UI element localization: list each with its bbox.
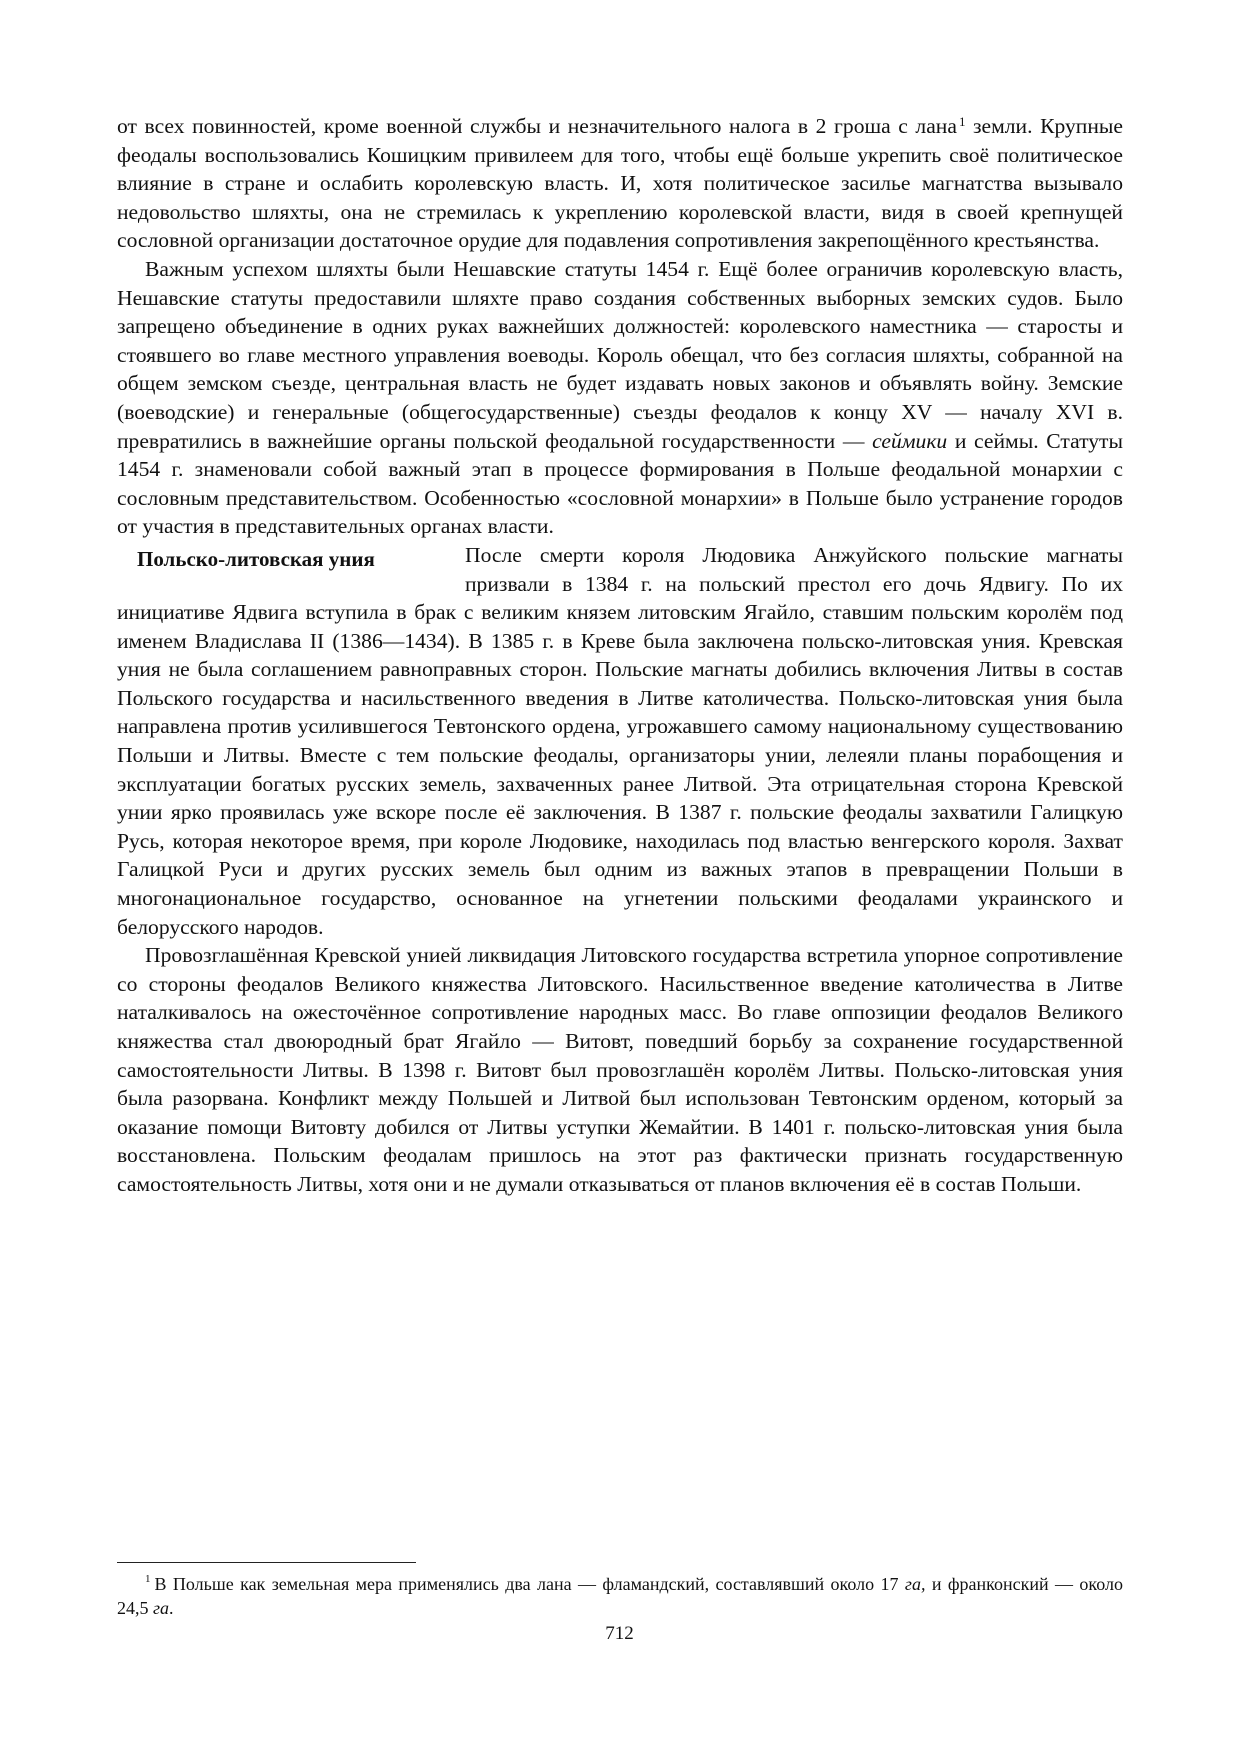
footnote-text-1: В Польше как земельная мера применялись два лана — фламандский, составлявший около 17 (154, 1574, 905, 1594)
paragraph-1-text: от всех повинностей, кроме военной службы и незначительного налога в 2 гроша с лана (117, 114, 957, 138)
footnote-unit-1: га, (904, 1574, 926, 1594)
footnote-text-2: и франконский — около 24,5 (117, 1574, 1123, 1618)
footnote-divider (117, 1562, 416, 1563)
page-number: 712 (605, 1623, 634, 1644)
paragraph-2-text: Важным успехом шляхты были Нешавские статуты 1454 г. Ещё более ограничив королевскую власть, Нешавские статуты предоставили шляхте право создания собственных выборных земских судов. Было запрещено объединение в одних руках важнейших должностей: королевского наместника — старосты и стоявшего во главе местного управления воеводы. Король обещал, что без согласия шляхты, собранной на общем земском съезде, центральная власть не будет издавать новых законов и объявлять войну. Земские (воеводские) и генеральные (общегосударственные) съезды феодалов к концу XV — началу XVI в. превратились в важнейшие органы польской феодальной государственности — (117, 256, 1123, 453)
paragraph-2 (117, 255, 1123, 541)
paragraph-3-text: После смерти короля Людовика Анжуйского польские магнаты призвали в 1384 г. на польский престол его дочь Ядвигу. По их инициативе Ядвига вступила в брак с великим князем литовским Ягайло, ставшим польским королём под именем Владислава II (1386—1434). В 1385 г. в Креве была заключена польско-литовская уния. Кревская уния не была соглашением равноправных сторон. Польские магнаты добились включения Литвы в состав Польского государства и насильственного введения в Литве католичества. Польско-литовская уния была направлена против усилившегося Тевтонского ордена, угрожавшего самому национальному существованию Польши и Литвы. Вместе с тем польские феодалы, организаторы унии, лелеяли планы порабощения и эксплуатации богатых русских земель, захваченных ранее Литвой. Эта отрицательная сторона Кревской унии ярко проявилась уже вскоре после её заключения. В 1387 г. польские феодалы захватили Галицкую Русь, которая некоторое время, при короле Людовике, находилась под властью венгерского короля. Захват Галицкой Руси и других русских земель был одним из важных этапов в превращении Польши в многонациональное государство, основанное на угнетении польскими феодалами украинского и белорусского народов. (117, 542, 1123, 939)
paragraph-4: Провозглашённая Кревской унией ликвидация Литовского государства встретила упорное сопротивление со стороны феодалов Великого княжества Литовского. Насильственное введение католичества в Литве наталкивалось на ожесточённое сопротивление народных масс. Во главе оппозиции феодалов Великого княжества стал двоюродный брат Ягайло — Витовт, поведший борьбу за сохранение государственной самостоятельности Литвы. В 1398 г. Витовт был провозглашён королём Литвы. Польско-литовская уния была разорвана. Конфликт между Польшей и Литвой был использован Тевтонским орденом, который за оказание помощи Витовту добился от Литвы уступки Жемайтии. В 1401 г. польско-литовская уния была восстановлена. Польским феодалам пришлось на этот раз фактически признать государственную самостоятельность Литвы, хотя они и не думали отказываться от планов включения её в состав Польши. (117, 943, 1123, 1196)
footnote-marker[interactable]: 1 (958, 114, 966, 129)
paragraph-1 (117, 112, 1123, 255)
paragraph-2-emphasis: сеймики (872, 428, 948, 453)
paragraph-1-text-cont: земли. Крупные феодалы воспользовались Кошицким привилеем для того, чтобы ещё больше укрепить своё политическое влияние в стране и ослабить королевскую власть. И, хотя политическое засилье магнатства вызывало недовольство шляхты, она не стремилась к укреплению королевской власти, видя в своей крепнущей сословной организации достаточное орудие для подавления сопротивления закрепощённого крестьянства. (117, 114, 1123, 253)
footnote-text-3: . (169, 1598, 174, 1618)
page-body (117, 112, 1123, 1199)
footnote-number: 1 (145, 1573, 151, 1585)
footnote-unit-2: га (153, 1598, 170, 1618)
paragraph-2-text-cont: и сеймы. Статуты 1454 г. знаменовали собой важный этап в процессе формирования в Польше феодальной монархии с сословным представительством. Особенностью «сословной монархии» в Польше было устранение городов от участия в представительных органах власти. (117, 428, 1123, 539)
footnote (117, 1572, 1123, 1620)
section-heading: Польско-литовская уния (137, 546, 375, 571)
paragraph-3 (117, 541, 1123, 941)
